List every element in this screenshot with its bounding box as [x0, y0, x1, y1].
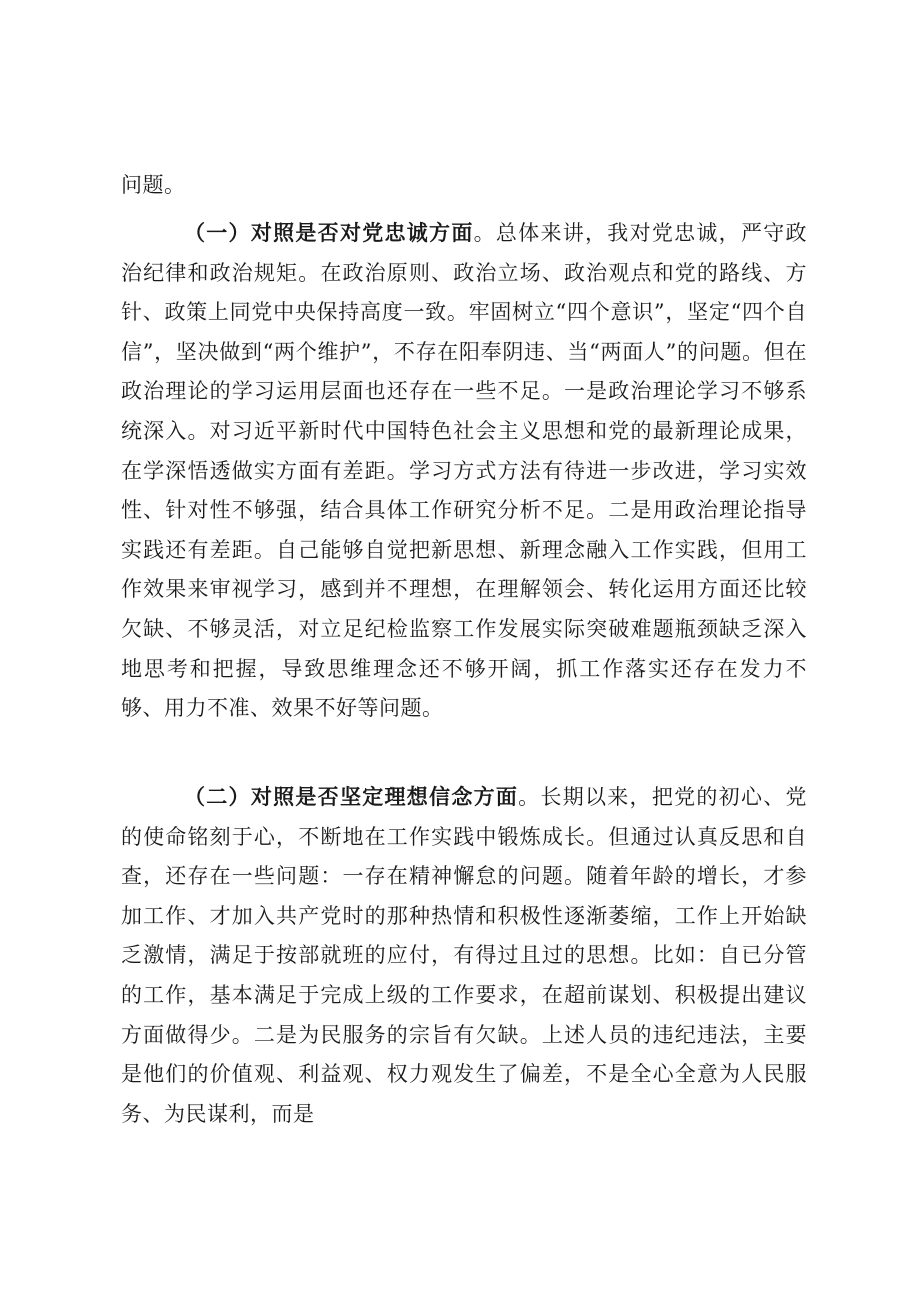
section-2-heading: （二）对照是否坚定理想信念方面 [184, 784, 519, 809]
section-1-paragraph [121, 213, 807, 729]
lead-paragraph [121, 166, 807, 206]
section-1-text [121, 213, 807, 729]
lead-text: 问题。 [121, 173, 186, 197]
section-2-paragraph [121, 777, 807, 1134]
section-2-text [121, 777, 807, 1134]
section-1-body: 。总体来讲，我对党忠诚，严守政治纪律和政治规矩。在政治原则、政治立场、政治观点和党的路线、方针、政策上同党中央保持高度一致。牢固树立“四个意识”，坚定“四个自信”，坚决做到“两个维护”，不存在阳奉阴违、当“两面人”的问题。但在政治理论的学习运用层面也还存在一些不足。一是政治理论学习不够系统深入。对习近平新时代中国特色社会主义思想和党的最新理论成果，在学深悟透做实方面有差距。学习方式方法有待进一步改进，学习实效性、针对性不够强，结合具体工作研究分析不足。二是用政治理论指导实践还有差距。自己能够自觉把新思想、新理念融入工作实践，但用工作效果来审视学习，感到并不理想，在理解领会、转化运用方面还比较欠缺、不够灵活，对立足纪检监察工作发展实际突破难题瓶颈缺乏深入地思考和把握，导致思维理念还不够开阔，抓工作落实还存在发力不够、用力不准、效果不好等问题。 [121, 221, 808, 721]
section-1-heading: （一）对照是否对党忠诚方面 [184, 220, 474, 245]
section-2-body: 。长期以来，把党的初心、党的使命铭刻于心，不断地在工作实践中锻炼成长。但通过认真反思和自查，还存在一些问题：一存在精神懈怠的问题。随着年龄的增长，才参加工作、才加入共产党时的那种热情和积极性逐渐萎缩，工作上开始缺乏激情，满足于按部就班的应付，有得过且过的思想。比如：自已分管的工作，基本满足于完成上级的工作要求，在超前谋划、积极提出建议方面做得少。二是为民服务的宗旨有欠缺。上述人员的违纪违法，主要是他们的价值观、利益观、权力观发生了偏差，不是全心全意为人民服务、为民谋利，而是 [121, 785, 808, 1126]
